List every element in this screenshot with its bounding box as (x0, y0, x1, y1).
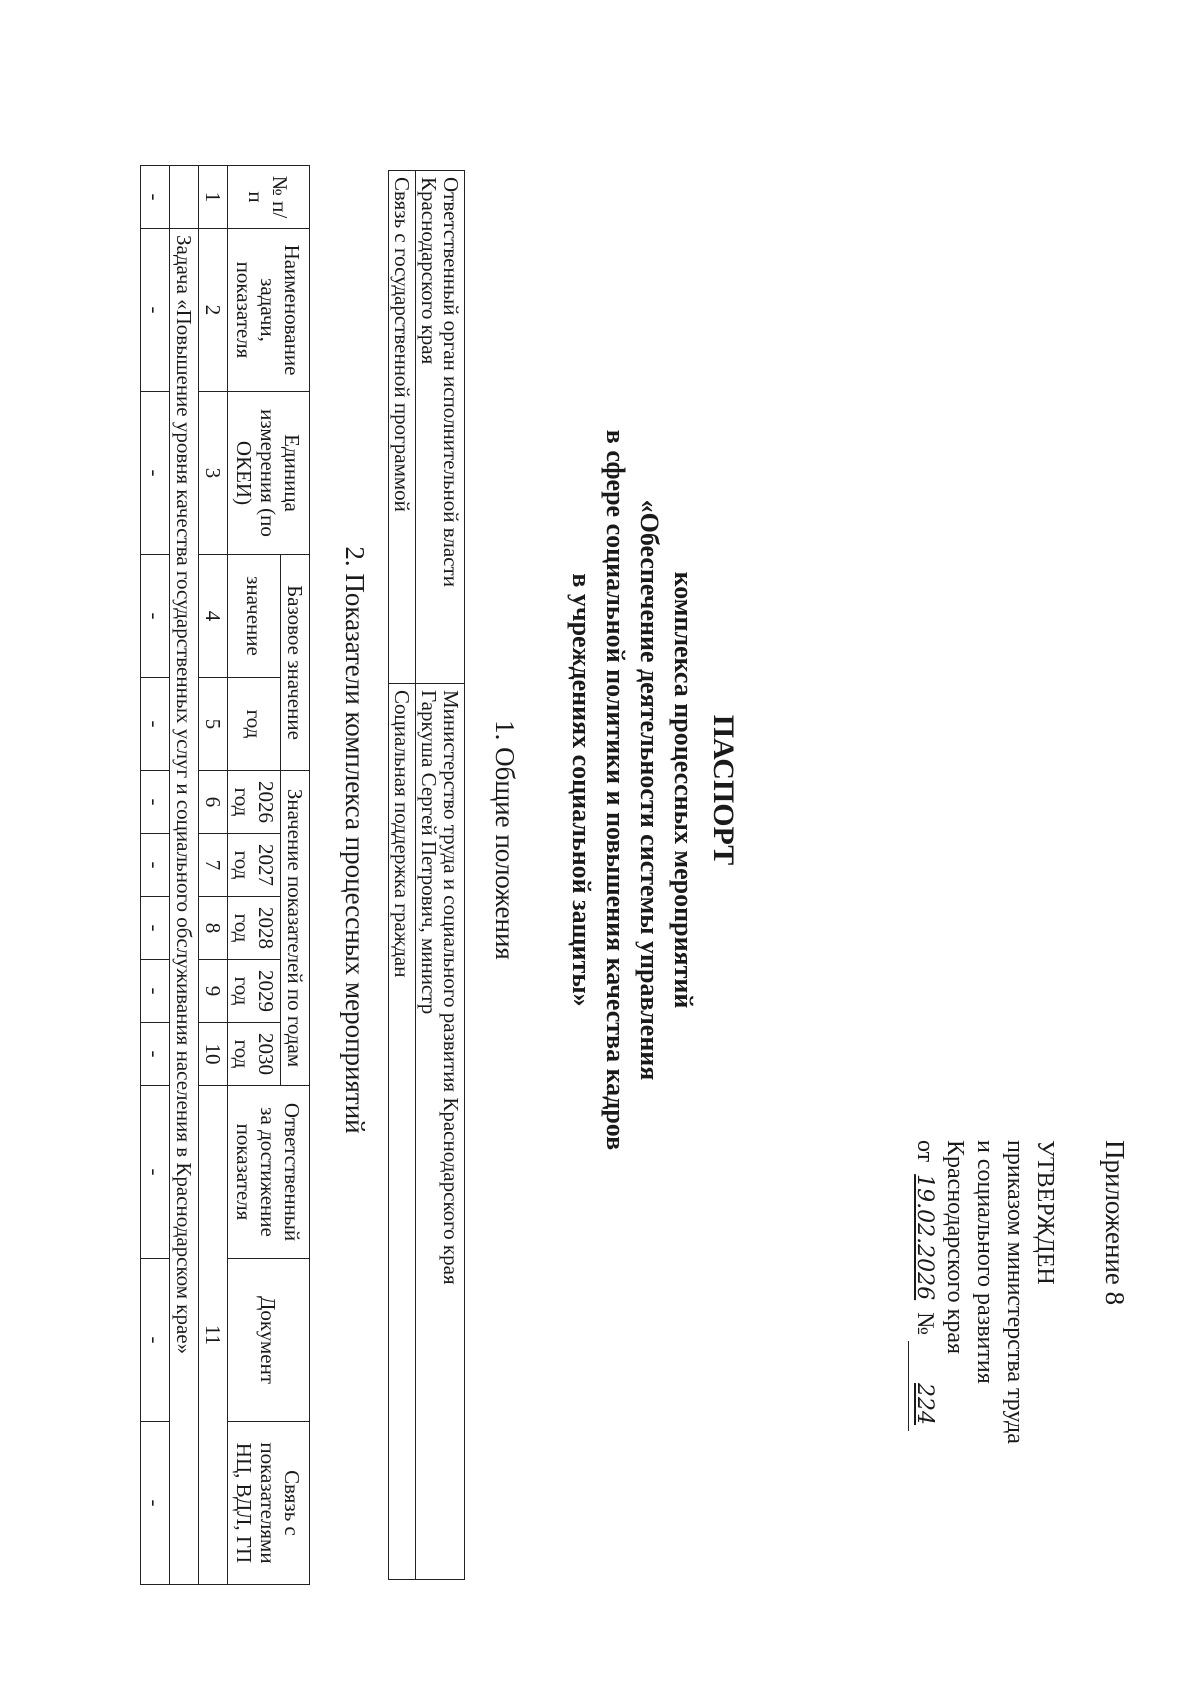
row-value-line-1: Министерство труда и социального развития Краснодарского края (439, 690, 463, 1285)
col-header-2030: 2030 год (228, 1023, 281, 1086)
dash-cell: - (141, 960, 170, 1023)
row-label: Связь с государственной программой (389, 171, 416, 684)
col-header-base-year: год (228, 678, 281, 771)
table-row (389, 171, 416, 1580)
col-header-num: № п/п (228, 166, 310, 229)
col-header-years: Значение показателей по годам (281, 771, 310, 1086)
dash-cell: - (141, 1086, 170, 1259)
dash-cell: - (141, 897, 170, 960)
row-value-line-2: Гаркуша Сергей Петрович, министр (417, 690, 441, 1015)
handwritten-date: 19.02.2026 (912, 1174, 937, 1301)
number-prefix: № (912, 1312, 938, 1336)
col-header-base-value: значение (228, 555, 281, 678)
approval-block (908, 1140, 1060, 1444)
dash-cell: - (141, 166, 170, 229)
col-number: 7 (199, 834, 228, 897)
table-row (141, 166, 170, 1585)
col-header-2026: 2026 год (228, 771, 281, 834)
title-line-4: в учреждениях социальной защиты» (567, 573, 596, 1007)
task-label: Задача «Повышение уровня качества государственных услуг и социального обслуживания населения в Краснодарском крае» (170, 229, 199, 1585)
indicators-table (140, 165, 310, 1585)
col-number: 5 (199, 678, 228, 771)
task-num-cell (170, 166, 199, 229)
dash-cell: - (141, 229, 170, 392)
col-header-base: Базовое значение (281, 555, 310, 771)
approved-word: УТВЕРЖДЕН (1032, 1140, 1058, 1285)
title-line-2: «Обеспечение деятельности системы управления (635, 499, 664, 1081)
dash-cell: - (141, 678, 170, 771)
row-value: Социальная поддержка граждан (389, 684, 416, 1580)
task-row (170, 166, 199, 1585)
col-number: 11 (199, 1086, 228, 1585)
row-value (416, 684, 465, 1580)
col-header-2029: 2029 год (228, 960, 281, 1023)
col-number: 8 (199, 897, 228, 960)
col-number: 6 (199, 771, 228, 834)
dash-cell: - (141, 1259, 170, 1422)
handwritten-number: 224 (912, 1383, 937, 1426)
section-1-heading: 1. Общие положения (490, 720, 520, 960)
col-number: 3 (199, 392, 228, 555)
document-title (564, 340, 740, 1240)
col-header-name: Наименование задачи, показателя (228, 229, 310, 392)
col-number: 1 (199, 166, 228, 229)
col-header-link: Связь с показателями НЦ, ВДЛ, ГП (228, 1422, 310, 1585)
approval-date-line (908, 1140, 940, 1444)
header-row (281, 166, 310, 1585)
section-2-heading: 2. Показатели комплекса процессных мероприятий (340, 546, 370, 1134)
col-number: 9 (199, 960, 228, 1023)
approved-line-1: приказом министерства труда (1002, 1140, 1028, 1444)
title-line-1: комплекса процессных мероприятий (669, 571, 698, 1009)
col-header-document: Документ (228, 1259, 310, 1422)
title-main: ПАСПОРТ (707, 714, 740, 866)
col-header-responsible: Ответственный за достижение показателя (228, 1086, 310, 1259)
col-number: 2 (199, 229, 228, 392)
general-provisions-table (388, 170, 465, 1580)
col-header-2028: 2028 год (228, 897, 281, 960)
col-number: 4 (199, 555, 228, 678)
document-page (30, 40, 1170, 1640)
dash-cell: - (141, 555, 170, 678)
dash-cell: - (141, 771, 170, 834)
col-header-unit: Единица измерения (по ОКЕИ) (228, 392, 310, 555)
approved-line-3: Краснодарского края (942, 1140, 968, 1355)
numbering-row (199, 166, 228, 1585)
col-header-2027: 2027 год (228, 834, 281, 897)
title-line-3: в сфере социальной политики и повышения качества кадров (601, 429, 630, 1151)
row-label: Ответственный орган исполнительной власти Краснодарского края (416, 171, 465, 684)
date-prefix: от (912, 1140, 938, 1163)
dash-cell: - (141, 392, 170, 555)
dash-cell: - (141, 1023, 170, 1086)
appendix-label: Приложение 8 (1100, 1140, 1130, 1306)
col-number: 10 (199, 1023, 228, 1086)
dash-cell: - (141, 1422, 170, 1585)
approved-line-2: и социального развития (972, 1140, 998, 1384)
table-row (416, 171, 465, 1580)
dash-cell: - (141, 834, 170, 897)
